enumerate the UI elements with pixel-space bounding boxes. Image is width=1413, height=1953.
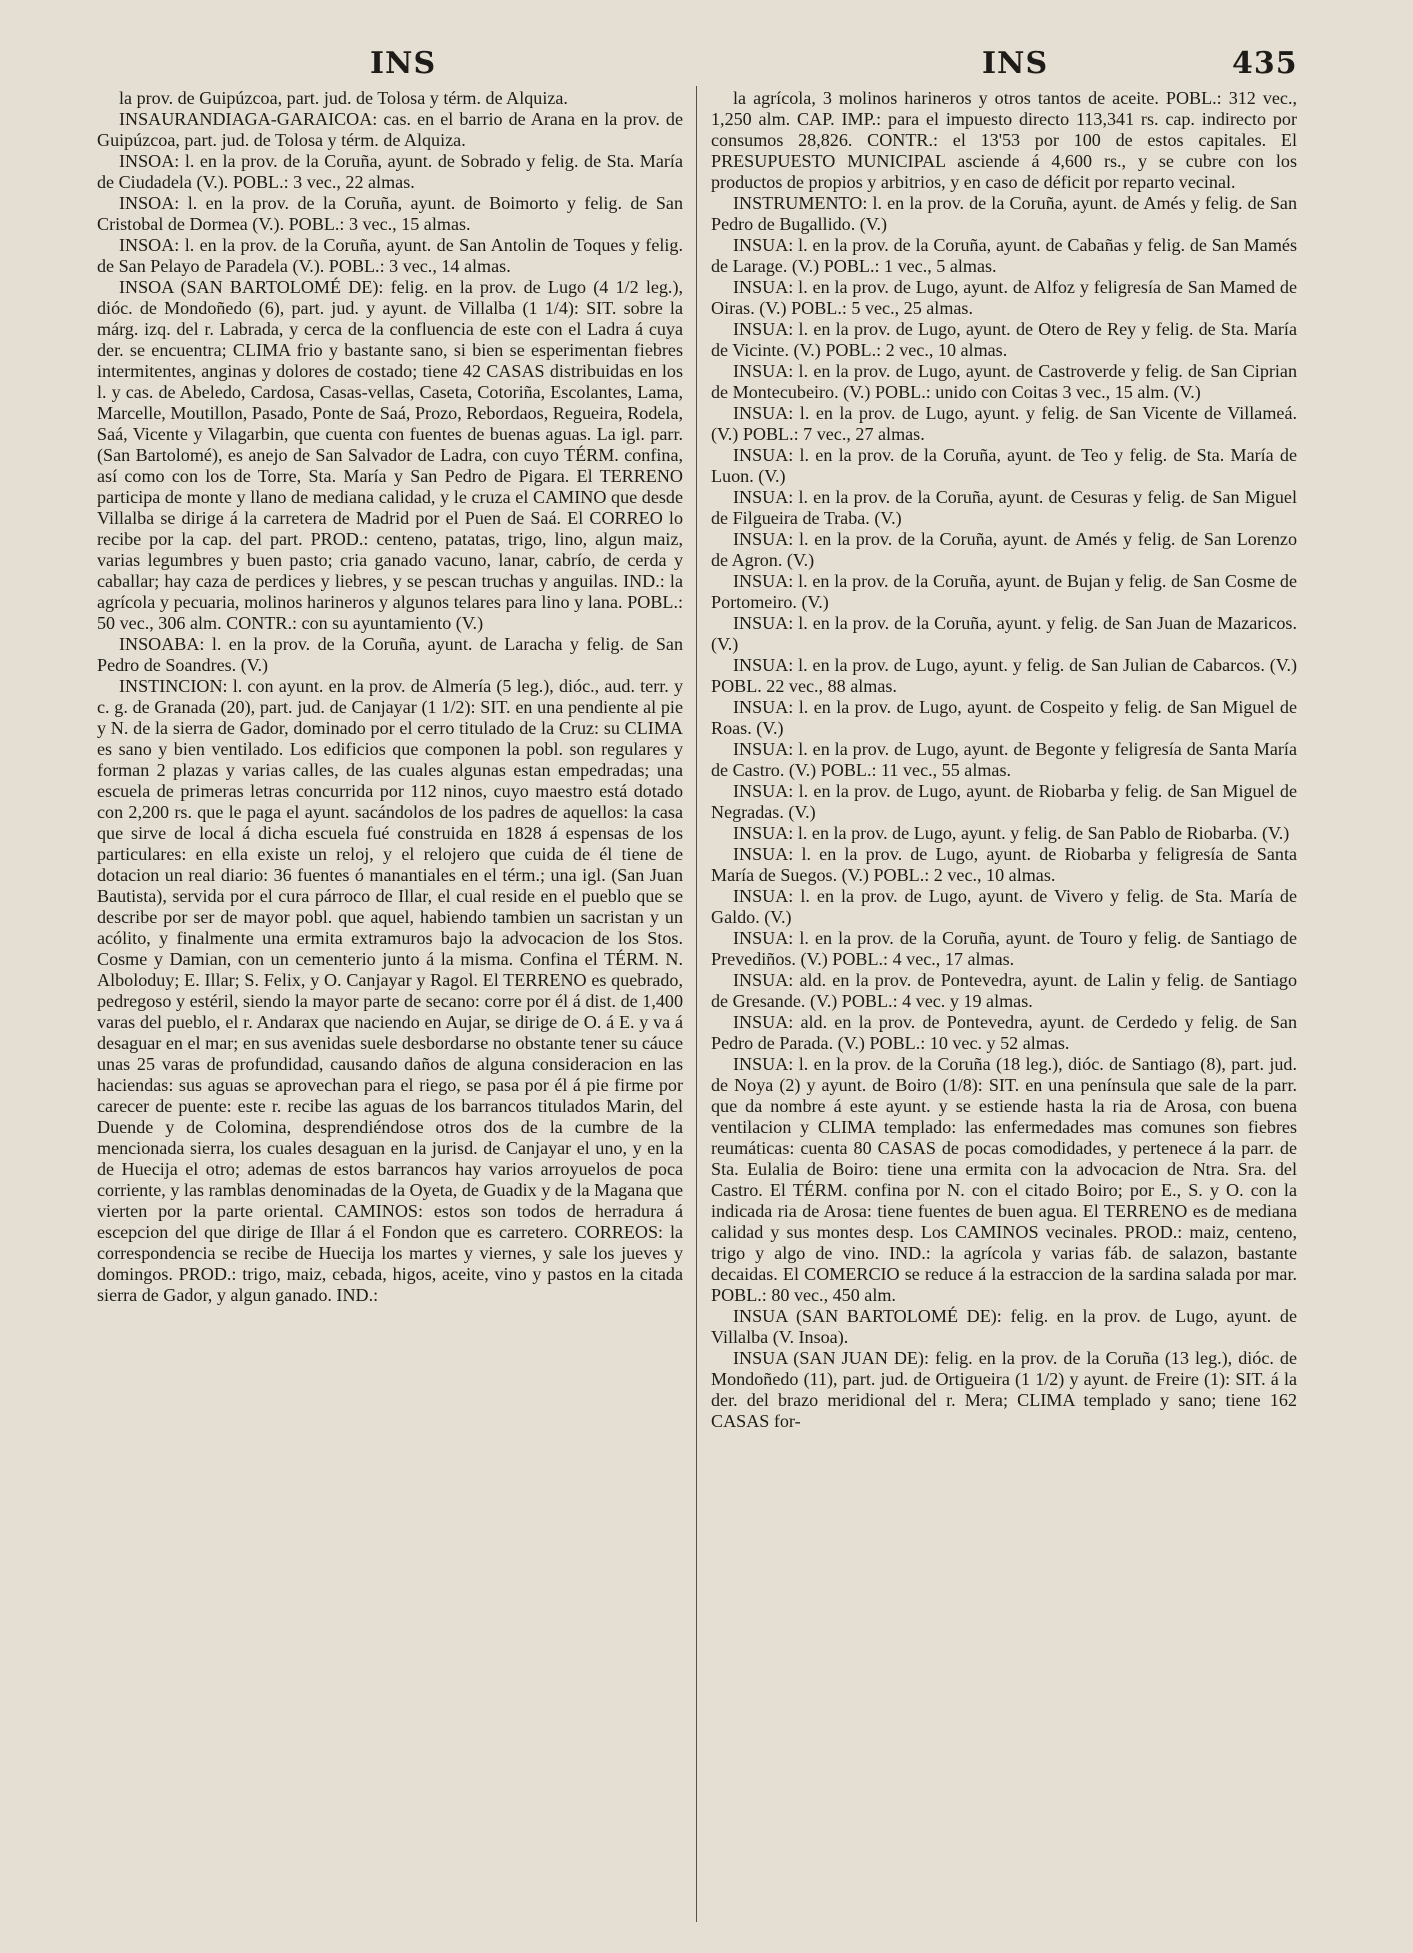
entry-text: INSUA: l. en la prov. de Lugo, ayunt. de Begonte y feligresía de Santa María de Castro. (V.) POBL.: 11 vec., 55 almas.	[711, 739, 1297, 780]
entry-text: INSUA: l. en la prov. de Lugo, ayunt. y felig. de San Vicente de Villameá. (V.) POBL.: 7 vec., 27 almas.	[711, 403, 1297, 444]
entry-text: INSOA: l. en la prov. de la Coruña, ayunt. de San Antolin de Toques y felig. de San Pelayo de Paradela (V.). POBL.: 3 vec., 14 almas.	[97, 235, 683, 276]
entry-text: INSUA: l. en la prov. de Lugo, ayunt. de Alfoz y feligresía de San Mamed de Oiras. (V.) POBL.: 5 vec., 25 almas.	[711, 277, 1297, 318]
entry-text: INSUA: l. en la prov. de Lugo, ayunt. y felig. de San Pablo de Riobarba. (V.)	[733, 823, 1290, 843]
entry-text: INSUA: l. en la prov. de Lugo, ayunt. de Otero de Rey y felig. de Sta. María de Vicinte. (V.) POBL.: 2 vec., 10 almas.	[711, 319, 1297, 360]
entry-text: INSUA: l. en la prov. de Lugo, ayunt. de Cospeito y felig. de San Miguel de Roas. (V.)	[711, 697, 1297, 738]
right-column	[711, 88, 1297, 1432]
entry-text: INSOA: l. en la prov. de la Coruña, ayunt. de Boimorto y felig. de San Cristobal de Dormea (V.). POBL.: 3 vec., 15 almas.	[97, 193, 683, 234]
entry-text: INSUA: l. en la prov. de la Coruña, ayunt. de Touro y felig. de Santiago de Prevediños. (V.) POBL.: 4 vec., 17 almas.	[711, 928, 1297, 969]
entry-text: INSUA: ald. en la prov. de Pontevedra, ayunt. de Lalin y felig. de Santiago de Gresande. (V.) POBL.: 4 vec. y 19 almas.	[711, 970, 1297, 1011]
entry-text: INSOABA: l. en la prov. de la Coruña, ayunt. de Laracha y felig. de San Pedro de Soandres. (V.)	[97, 634, 683, 675]
entry-text: INSUA: l. en la prov. de la Coruña, ayunt. de Amés y felig. de San Lorenzo de Agron. (V.)	[711, 529, 1297, 570]
entry-text: la prov. de Guipúzcoa, part. jud. de Tolosa y térm. de Alquiza.	[119, 88, 568, 108]
entry-text: INSUA: l. en la prov. de Lugo, ayunt. de Castroverde y felig. de San Ciprian de Montecubeiro. (V.) POBL.: unido con Coitas 3 vec., 15 alm. (V.)	[711, 361, 1297, 402]
running-head-left: INS	[370, 46, 437, 81]
entry-text: INSOA (SAN BARTOLOMÉ DE): felig. en la prov. de Lugo (4 1/2 leg.), dióc. de Mondoñedo (6), part. jud. y ayunt. de Villalba (1 1/4): SIT. sobre la márg. izq. del r. Labrada, y cerca de la confluencia de este con el Ladra á cuya der. se encuentra; CLIMA frio y bastante sano, si bien se esperimentan fiebres intermitentes, anginas y dolores de costado; tiene 42 CASAS distribuidas en los l. y cas. de Abeledo, Cardosa, Casas-vellas, Caseta, Cotoriña, Escolantes, Lama, Marcelle, Moutillon, Pasado, Ponte de Saá, Prozo, Rebordaos, Regueira, Rodela, Saá, Vicente y Vilagarbin, que cuenta con fuentes de buenas aguas. La igl. parr. (San Bartolomé), es anejo de San Salvador de Ladra, con cuyo TÉRM. confina, así como con los de Torre, Sta. María y San Pedro de Pigara. El TERRENO participa de monte y llano de mediana calidad, y le cruza el CAMINO que desde Villalba se dirige á la carretera de Madrid por el Puen de Saá. El CORREO lo recibe por la cap. del part. PROD.: centeno, patatas, trigo, lino, algun maiz, varias legumbres y buen pasto; cria ganado vacuno, lanar, cabrío, de cerda y caballar; hay caza de perdices y liebres, y se pescan truchas y anguilas. IND.: la agrícola y pecuaria, molinos harineros y algunos telares para lino y lana. POBL.: 50 vec., 306 alm. CONTR.: con su ayuntamiento (V.)	[97, 277, 683, 633]
entry-text: INSUA: l. en la prov. de Lugo, ayunt. de Riobarba y felig. de San Miguel de Negradas. (V.)	[711, 781, 1297, 822]
entry-text: la agrícola, 3 molinos harineros y otros tantos de aceite. POBL.: 312 vec., 1,250 alm. CAP. IMP.: para el impuesto directo 113,341 rs. cap. indirecto por consumos 28,826. CONTR.: el 13'53 por 100 de estos capitales. El PRESUPUESTO MUNICIPAL asciende á 4,600 rs., y se cubre con los productos de propios y arbitrios, y en caso de déficit por reparto vecinal.	[711, 88, 1297, 192]
running-head	[0, 46, 1413, 86]
left-column	[97, 88, 683, 1306]
entry-text: INSUA: l. en la prov. de la Coruña (18 leg.), dióc. de Santiago (8), part. jud. de Noya (2) y ayunt. de Boiro (1/8): SIT. en una península que sale de la parr. que da nombre á este ayunt. y se estiende hasta la ria de Arosa, con buena ventilacion y CLIMA templado: las enfermedades mas comunes son fiebres reumáticas: cuenta 80 CASAS de pocas comodidades, y pertenece á la parr. de Sta. Eulalia de Boiro: tiene una ermita con la advocacion de Ntra. Sra. del Castro. El TÉRM. confina por N. con el citado Boiro; por E., S. y O. con la indicada ria de Arosa: tiene fuentes de buen agua. El TERRENO es de mediana calidad y sus montes desp. Los CAMINOS vecinales. PROD.: maiz, centeno, trigo y algo de vino. IND.: la agrícola y varias fáb. de salazon, bastante decaidas. El COMERCIO se reduce á la estraccion de la sardina salada por mar. POBL.: 80 vec., 450 alm.	[711, 1054, 1297, 1305]
entry-text: INSUA (SAN JUAN DE): felig. en la prov. de la Coruña (13 leg.), dióc. de Mondoñedo (11), part. jud. de Ortigueira (1 1/2) y ayunt. de Freire (1): SIT. á la der. del brazo meridional del r. Mera; CLIMA templado y sano; tiene 162 CASAS for-	[711, 1348, 1297, 1431]
entry-text: INSOA: l. en la prov. de la Coruña, ayunt. de Sobrado y felig. de Sta. María de Ciudadela (V.). POBL.: 3 vec., 22 almas.	[97, 151, 683, 192]
entry-text: INSAURANDIAGA-GARAICOA: cas. en el barrio de Arana en la prov. de Guipúzcoa, part. jud. de Tolosa y térm. de Alquiza.	[97, 109, 683, 150]
entry-text: INSUA: l. en la prov. de la Coruña, ayunt. de Cabañas y felig. de San Mamés de Larage. (V.) POBL.: 1 vec., 5 almas.	[711, 235, 1297, 276]
page-number: 435	[1232, 46, 1298, 81]
entry-text: INSUA: l. en la prov. de Lugo, ayunt. y felig. de San Julian de Cabarcos. (V.) POBL. 22 vec., 88 almas.	[711, 655, 1297, 696]
entry-text: INSUA: ald. en la prov. de Pontevedra, ayunt. de Cerdedo y felig. de San Pedro de Parada. (V.) POBL.: 10 vec. y 52 almas.	[711, 1012, 1297, 1053]
entry-text: INSTINCION: l. con ayunt. en la prov. de Almería (5 leg.), dióc., aud. terr. y c. g. de Granada (20), part. jud. de Canjayar (1 1/2): SIT. en una pendiente al pie y N. de la sierra de Gador, dominado por el cerro titulado de la Cruz: su CLIMA es sano y bien ventilado. Los edificios que componen la pobl. son regulares y forman 2 plazas y varias calles, de las cuales algunas estan empedradas; una escuela de primeras letras concurrida por 112 ninos, cuyo maestro está dotado con 2,200 rs. que le paga el ayunt. sacándolos de los padres de aquellos: la casa que sirve de local á dicha escuela fué construida en 1828 á espensas de los particulares: en ella existe un reloj, y el relojero que cuida de él tiene de dotacion un real diario: 36 fuentes ó manantiales en el térm.; una igl. (San Juan Bautista), servida por el cura párroco de Illar, el cual reside en el pueblo que se describe por ser de mayor pobl. que aquel, habiendo tambien un sacristan y un acólito, y finalmente una ermita extramuros bajo la advocacion de los Stos. Cosme y Damian, con un cementerio junto á la misma. Confina el TÉRM. N. Alboloduy; E. Illar; S. Felix, y O. Canjayar y Ragol. El TERRENO es quebrado, pedregoso y estéril, siendo la mayor parte de secano: corre por él á dist. de 1,400 varas del pueblo, el r. Andarax que naciendo en Aujar, se dirige de O. á E. y va á desaguar en el mar; en sus avenidas suele desbordarse no obstante tener su cáuce unas 25 varas de profundidad, causando daños de alguna consideracion en las haciendas: sus aguas se aprovechan para el riego, se pasa por él á pie firme por carecer de puente: este r. recibe las aguas de los barrancos titulados Marin, del Duende y de Colomina, desprendiéndose otros dos de la cumbre de la mencionada sierra, los cuales desaguan en la jurisd. de Canjayar el uno, y en la de Huecija el otro; ademas de estos barrancos hay varios arroyuelos de poca corriente, y las ramblas denominadas de la Oyeta, de Guadix y de la Magana que vierten por la parte oriental. CAMINOS: estos son todos de herradura á escepcion del que dirige de Illar á el Fondon que es carretero. CORREOS: la correspondencia se recibe de Huecija los martes y viernes, y sale los jueves y domingos. PROD.: trigo, maiz, cebada, higos, aceite, vino y pastos en la citada sierra de Gador, y algun ganado. IND.:	[97, 676, 683, 1305]
entry-text: INSUA: l. en la prov. de la Coruña, ayunt. y felig. de San Juan de Mazaricos. (V.)	[711, 613, 1297, 654]
entry-text: INSUA: l. en la prov. de Lugo, ayunt. de Riobarba y feligresía de Santa María de Suegos. (V.) POBL.: 2 vec., 10 almas.	[711, 844, 1297, 885]
entry-text: INSUA: l. en la prov. de la Coruña, ayunt. de Bujan y felig. de San Cosme de Portomeiro. (V.)	[711, 571, 1297, 612]
entry-text: INSTRUMENTO: l. en la prov. de la Coruña, ayunt. de Amés y felig. de San Pedro de Bugallido. (V.)	[711, 193, 1297, 234]
entry-text: INSUA: l. en la prov. de Lugo, ayunt. de Vivero y felig. de Sta. María de Galdo. (V.)	[711, 886, 1297, 927]
entry-text: INSUA: l. en la prov. de la Coruña, ayunt. de Teo y felig. de Sta. María de Luon. (V.)	[711, 445, 1297, 486]
column-rule	[696, 86, 697, 1922]
entry-text: INSUA: l. en la prov. de la Coruña, ayunt. de Cesuras y felig. de San Miguel de Filgueira de Traba. (V.)	[711, 487, 1297, 528]
entry-text: INSUA (SAN BARTOLOMÉ DE): felig. en la prov. de Lugo, ayunt. de Villalba (V. Insoa).	[711, 1306, 1297, 1347]
running-head-right: INS	[982, 46, 1049, 81]
